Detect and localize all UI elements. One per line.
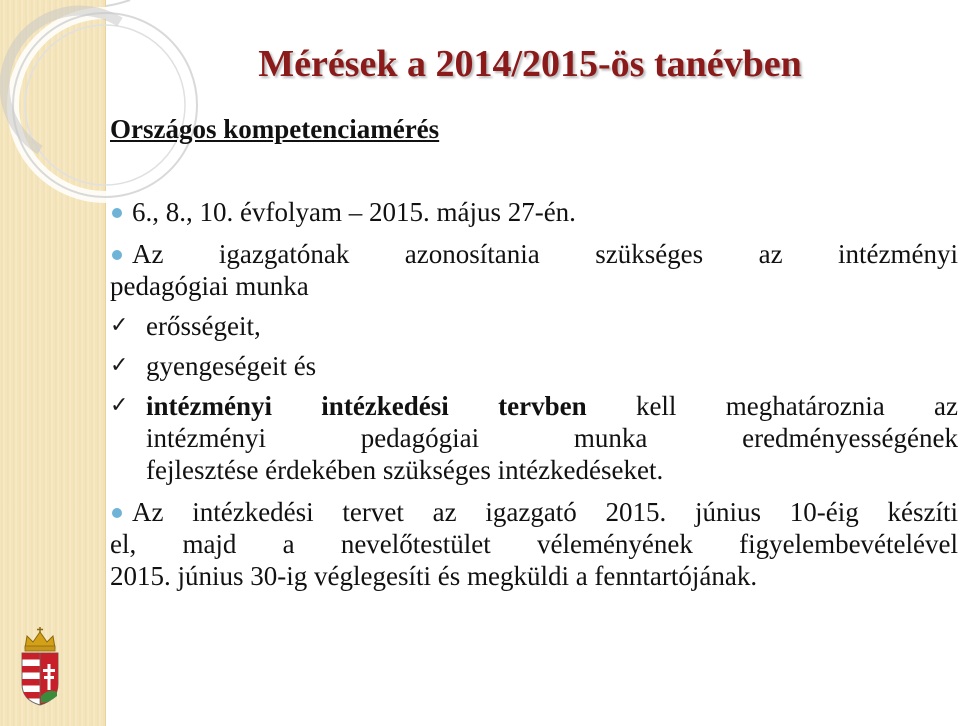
bullet-text: Az intézkedési tervet az igazgató 2015. június 10-éig készíti [132,497,958,527]
slide-body [110,196,958,592]
check-text-bold: intézményi intézkedési tervben [146,391,587,421]
bullet-text: el, majd a nevelőtestület véleményének figyelembevételével [110,529,958,559]
bullet-item [110,196,958,228]
bullet-continuation [110,528,958,560]
bullet-dot-icon [112,508,122,518]
hungarian-coat-of-arms-icon [17,626,63,706]
check-item [110,350,958,382]
section-heading: Országos kompetenciamérés [110,114,440,144]
checkmark-icon: ✓ [110,353,129,378]
check-text: fejlesztése érdekében szükséges intézkedéseket. [146,455,664,485]
check-text: intézményi pedagógiai munka eredményességének [146,423,958,453]
checkmark-icon: ✓ [110,313,129,338]
bullet-continuation [110,270,958,302]
check-text: kell meghatároznia az [586,391,958,421]
bullet-text: 6., 8., 10. évfolyam – 2015. május 27-én. [132,197,576,227]
bullet-dot-icon [112,208,122,218]
check-item [110,390,958,422]
checkmark-icon: ✓ [110,393,129,418]
check-item [110,310,958,342]
check-continuation [110,422,958,454]
bullet-continuation [110,560,958,592]
check-text: erősségeit, [146,311,261,341]
bullet-text: Az igazgatónak azonosítania szükséges az intézményi [132,239,958,269]
check-text: gyengeségeit és [146,351,317,381]
bullet-text: pedagógiai munka [110,271,309,301]
check-continuation [110,454,958,486]
bullet-item [110,238,958,270]
bullet-text: 2015. június 30-ig véglegesíti és megküldi a fenntartójának. [110,561,758,591]
bullet-dot-icon [112,250,122,260]
bullet-item [110,496,958,528]
slide-title: Mérések a 2014/2015-ös tanévben [258,43,802,85]
